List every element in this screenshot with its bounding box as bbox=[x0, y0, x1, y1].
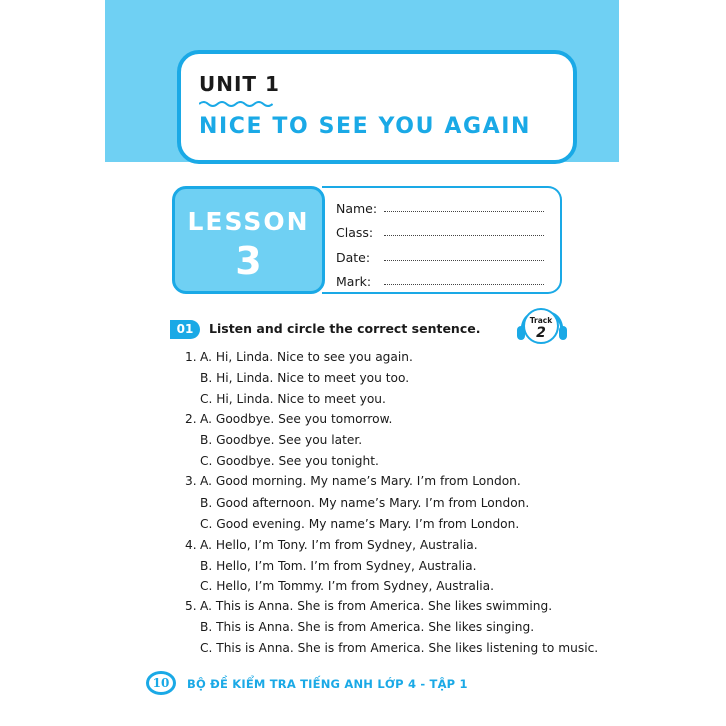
info-row-mark bbox=[336, 269, 544, 289]
info-row-date bbox=[336, 245, 544, 265]
option-b[interactable]: B. Goodbye. See you later. bbox=[200, 433, 363, 447]
question-number: 3. bbox=[185, 474, 197, 488]
exercise-instruction: Listen and circle the correct sentence. bbox=[209, 321, 481, 336]
book-title: BỘ ĐỀ KIỂM TRA TIẾNG ANH LỚP 4 - TẬP 1 bbox=[187, 677, 468, 691]
info-label: Date: bbox=[336, 250, 371, 265]
info-label: Mark: bbox=[336, 274, 372, 289]
unit-title: NICE TO SEE YOU AGAIN bbox=[199, 114, 532, 139]
option-c[interactable]: C. Goodbye. See you tonight. bbox=[200, 454, 379, 468]
option-c[interactable]: C. This is Anna. She is from America. She likes listening to music. bbox=[200, 641, 599, 655]
question-number: 4. bbox=[185, 538, 197, 552]
question-number: 1. bbox=[185, 350, 197, 364]
option-b[interactable]: B. Hello, I’m Tom. I’m from Sydney, Australia. bbox=[200, 559, 477, 573]
page-number: 10 bbox=[146, 671, 176, 695]
option-a[interactable]: A. Goodbye. See you tomorrow. bbox=[200, 412, 393, 426]
name-field[interactable] bbox=[384, 197, 544, 212]
option-b[interactable]: B. Hi, Linda. Nice to meet you too. bbox=[200, 371, 410, 385]
class-field[interactable] bbox=[384, 221, 544, 236]
info-label: Name: bbox=[336, 201, 378, 216]
date-field[interactable] bbox=[384, 246, 544, 261]
question-number: 2. bbox=[185, 412, 197, 426]
student-info-box bbox=[322, 186, 562, 294]
info-row-class bbox=[336, 220, 544, 240]
info-label: Class: bbox=[336, 225, 374, 240]
mark-field[interactable] bbox=[384, 270, 544, 285]
track-headphones-icon[interactable] bbox=[516, 308, 568, 350]
option-b[interactable]: B. This is Anna. She is from America. She likes singing. bbox=[200, 620, 535, 634]
option-c[interactable]: C. Hello, I’m Tommy. I’m from Sydney, Australia. bbox=[200, 579, 495, 593]
option-a[interactable]: A. Hi, Linda. Nice to see you again. bbox=[200, 350, 413, 364]
exercise-number: 01 bbox=[170, 320, 200, 339]
unit-header-box bbox=[177, 50, 577, 164]
wave-divider-icon bbox=[199, 100, 273, 108]
unit-label: UNIT 1 bbox=[199, 72, 280, 96]
option-a[interactable]: A. This is Anna. She is from America. She likes swimming. bbox=[200, 599, 553, 613]
option-b[interactable]: B. Good afternoon. My name’s Mary. I’m from London. bbox=[200, 496, 530, 510]
question-number: 5. bbox=[185, 599, 197, 613]
option-a[interactable]: A. Hello, I’m Tony. I’m from Sydney, Australia. bbox=[200, 538, 478, 552]
option-c[interactable]: C. Hi, Linda. Nice to meet you. bbox=[200, 392, 386, 406]
info-row-name bbox=[336, 196, 544, 216]
option-c[interactable]: C. Good evening. My name’s Mary. I’m from London. bbox=[200, 517, 520, 531]
lesson-card bbox=[172, 186, 562, 294]
lesson-number: 3 bbox=[235, 239, 262, 283]
option-a[interactable]: A. Good morning. My name’s Mary. I’m from London. bbox=[200, 474, 521, 488]
track-label: Track bbox=[529, 316, 553, 325]
track-number: 2 bbox=[536, 325, 546, 341]
lesson-word: LESSON bbox=[187, 207, 310, 236]
lesson-badge bbox=[172, 186, 325, 294]
